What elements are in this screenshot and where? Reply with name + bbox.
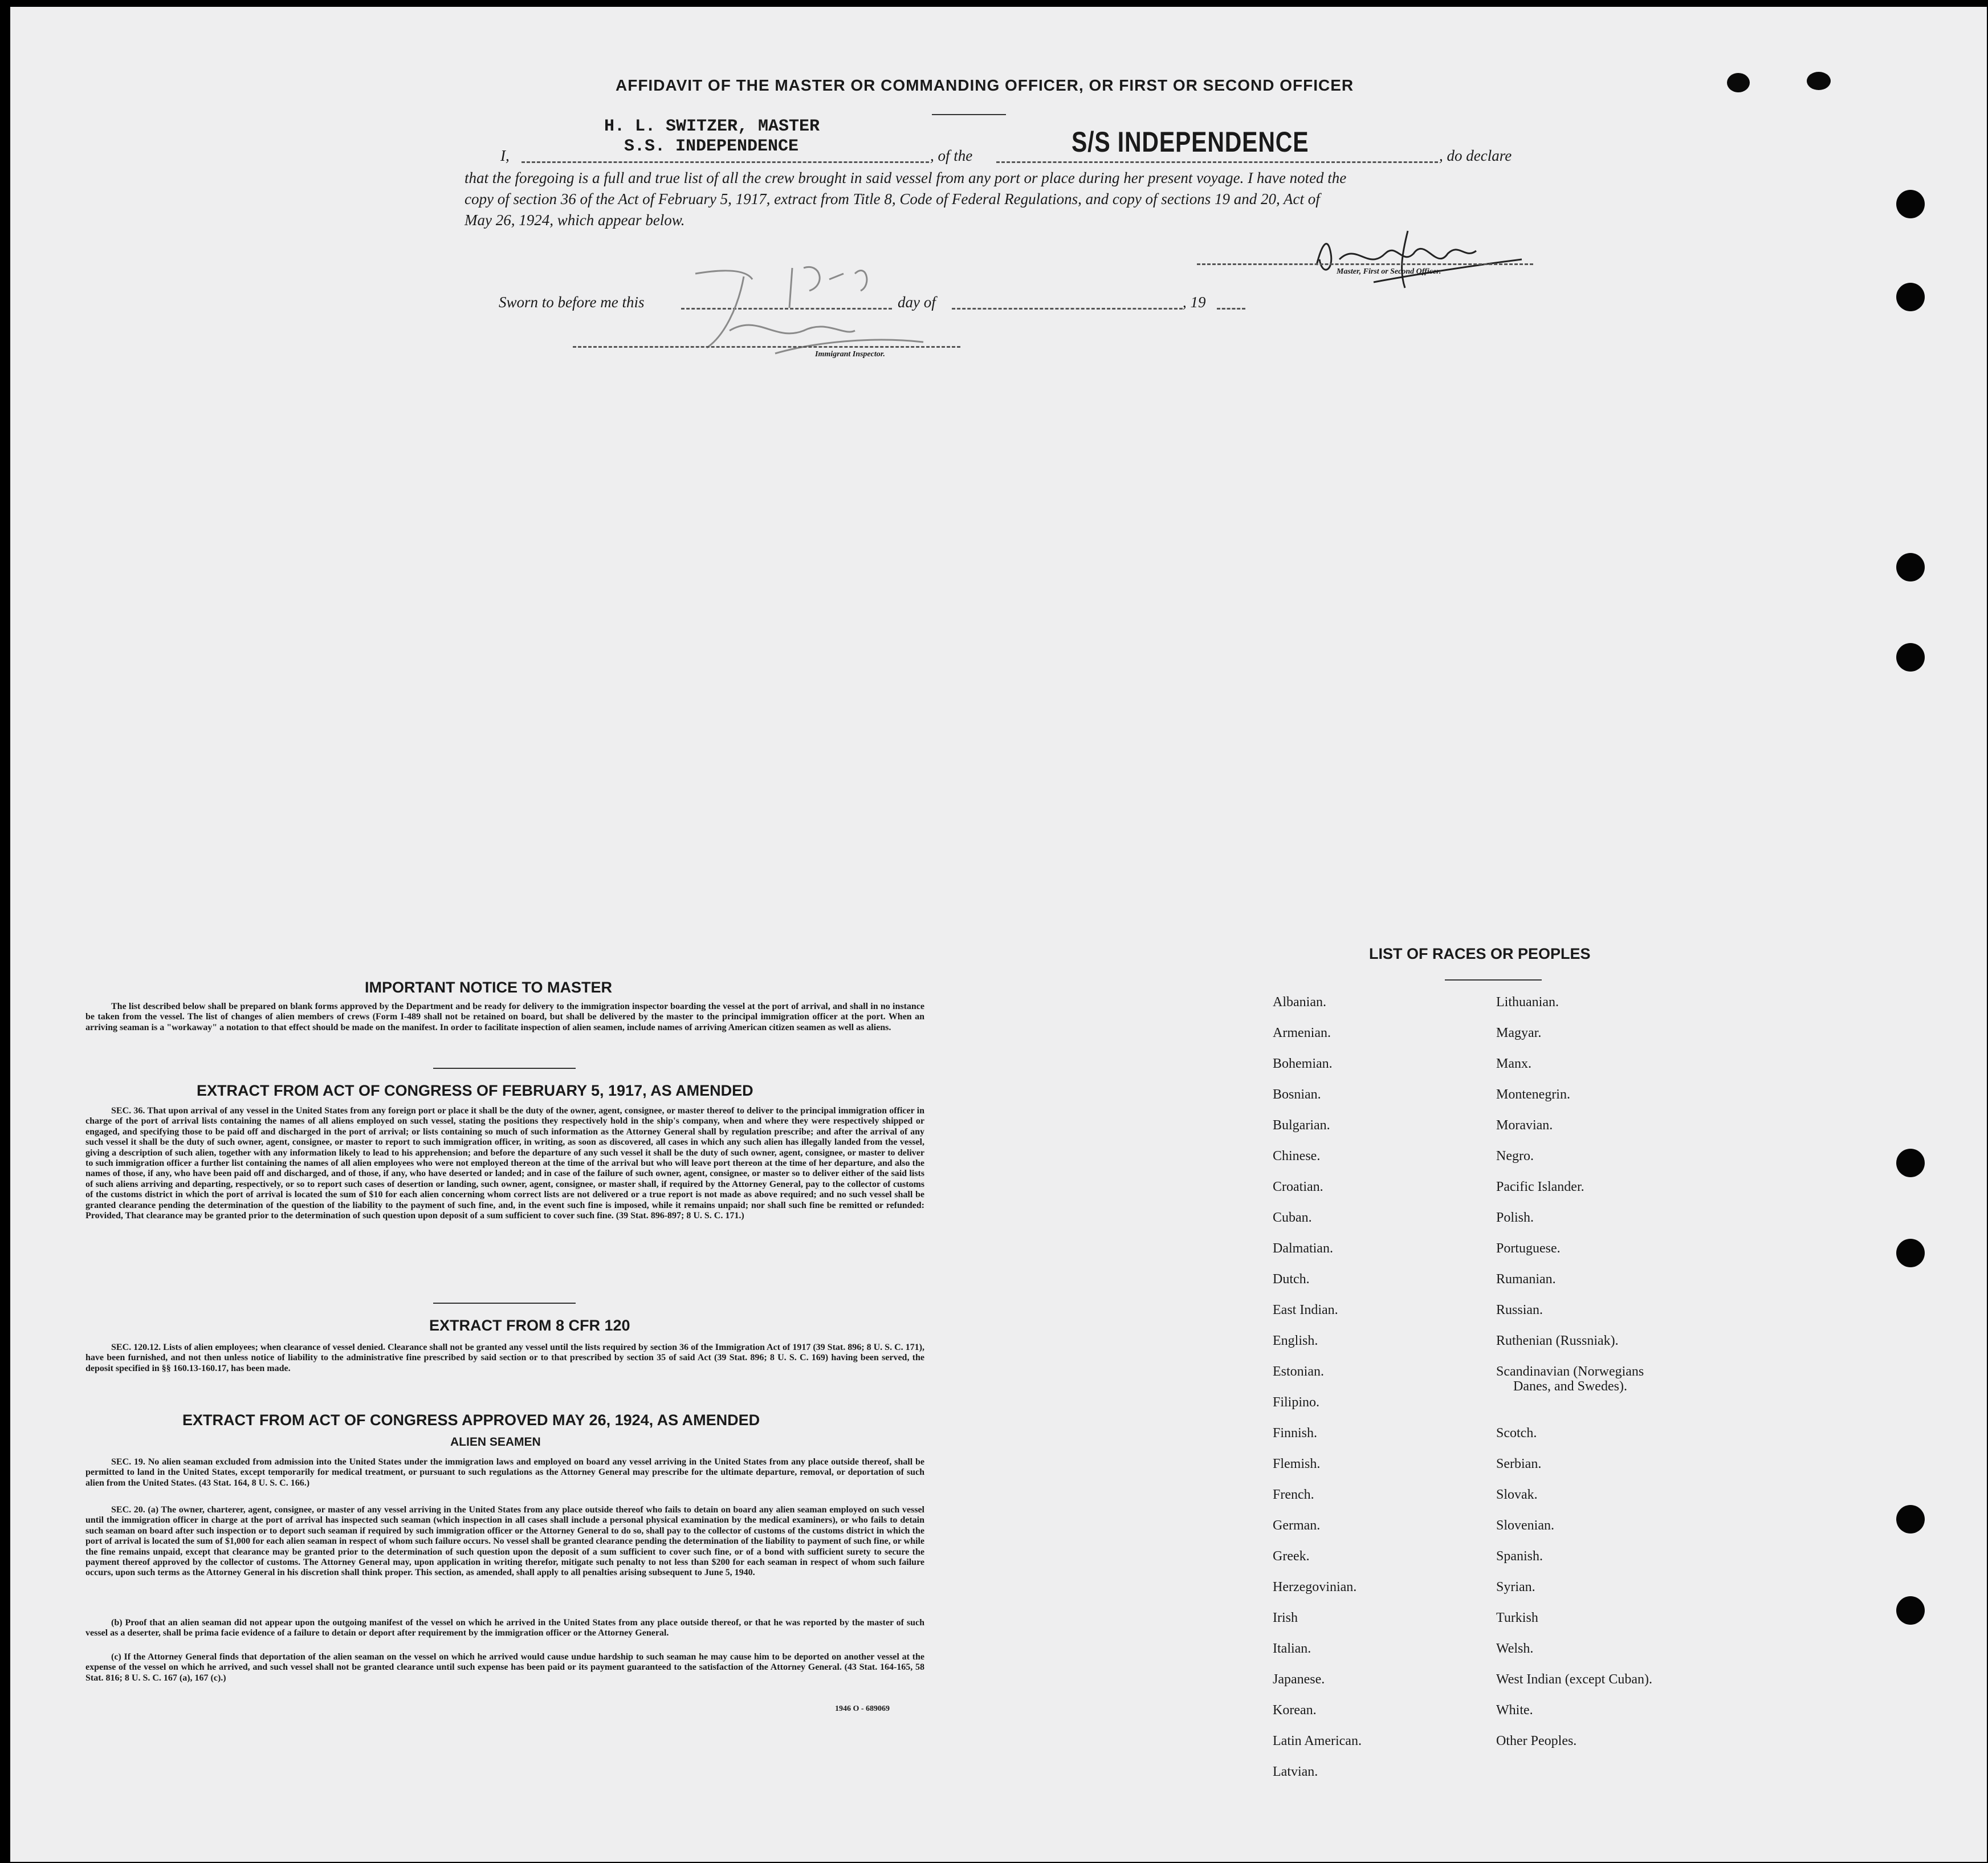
race-item: Ruthenian (Russniak). bbox=[1496, 1333, 1619, 1348]
extract-1924-subtitle: ALIEN SEAMEN bbox=[450, 1435, 541, 1449]
year-label: , 19 bbox=[1183, 294, 1206, 311]
race-item: Magyar. bbox=[1496, 1026, 1542, 1040]
race-item: Negro. bbox=[1496, 1149, 1534, 1164]
extract-1924-sec20b: (b) Proof that an alien seaman did not appear upon the outgoing manifest of the vessel on which he arrived in the United States from any place outside thereof, or that he was reported by the master of such vessel as a deserter, shall be prima facie evidence of a failure to detain or deport after requirement by the immigration officer or the Attorney General. bbox=[85, 1618, 924, 1638]
binder-hole bbox=[1896, 1239, 1925, 1267]
race-item: Portuguese. bbox=[1496, 1241, 1561, 1256]
name-blank bbox=[522, 161, 929, 163]
race-item: Dalmatian. bbox=[1273, 1241, 1333, 1256]
race-item: Finnish. bbox=[1273, 1426, 1318, 1441]
binder-hole bbox=[1896, 1505, 1925, 1533]
affidavit-line-4: May 26, 1924, which appear below. bbox=[465, 211, 685, 229]
affidavit-title: AFFIDAVIT OF THE MASTER OR COMMANDING OFFICER, OR FIRST OR SECOND OFFICER bbox=[616, 76, 1354, 94]
race-item: Bohemian. bbox=[1273, 1056, 1333, 1071]
race-item: Estonian. bbox=[1273, 1364, 1324, 1379]
day-of-label: day of bbox=[898, 294, 936, 311]
race-item: Scandinavian (Norwegians bbox=[1496, 1364, 1644, 1379]
typed-vessel-name: S.S. INDEPENDENCE bbox=[624, 137, 799, 156]
race-item: Latvian. bbox=[1273, 1764, 1318, 1779]
binder-hole bbox=[1896, 1596, 1925, 1625]
i-label: I, bbox=[500, 147, 510, 164]
race-item: Spanish. bbox=[1496, 1549, 1543, 1564]
binder-hole bbox=[1896, 190, 1925, 218]
document-page bbox=[10, 7, 1987, 1862]
race-item: Moravian. bbox=[1496, 1118, 1553, 1133]
race-item: Herzegovinian. bbox=[1273, 1580, 1357, 1594]
race-item: Rumanian. bbox=[1496, 1272, 1556, 1287]
typed-master-name: H. L. SWITZER, MASTER bbox=[604, 117, 820, 136]
race-item: English. bbox=[1273, 1333, 1318, 1348]
race-item: Dutch. bbox=[1273, 1272, 1310, 1287]
race-item: Syrian. bbox=[1496, 1580, 1535, 1594]
title-rule bbox=[932, 114, 1006, 115]
race-item: Armenian. bbox=[1273, 1026, 1331, 1040]
signature-caption: Master, First or Second Officer. bbox=[1337, 267, 1441, 276]
race-item: French. bbox=[1273, 1487, 1314, 1502]
race-item: Korean. bbox=[1273, 1703, 1317, 1718]
extract-1917-title: EXTRACT FROM ACT OF CONGRESS OF FEBRUARY 5, 1917, AS AMENDED bbox=[197, 1082, 753, 1099]
races-rule bbox=[1445, 979, 1542, 981]
vessel-stamp: S/S INDEPENDENCE bbox=[1072, 126, 1309, 158]
of-the-label: , of the bbox=[930, 147, 973, 164]
race-item: Scotch. bbox=[1496, 1426, 1537, 1441]
race-item: White. bbox=[1496, 1703, 1533, 1718]
binder-hole bbox=[1896, 553, 1925, 581]
notice-rule bbox=[433, 1068, 576, 1069]
master-signature bbox=[1305, 219, 1533, 294]
extract-1924-title: EXTRACT FROM ACT OF CONGRESS APPROVED MAY 26, 1924, AS AMENDED bbox=[182, 1412, 760, 1429]
race-item: Polish. bbox=[1496, 1210, 1534, 1225]
extract-1924-sec20c: (c) If the Attorney General finds that deportation of the alien seaman on the vessel on which he arrived would cause undue hardship to such seaman he may cause him to be deported on another vessel at the expense of the vessel on which he arrived, and such vessel shall not be granted clearance until such expense has been paid or its payment guaranteed to the satisfaction of the Attorney General. (43 Stat. 164-165, 58 Stat. 816; 8 U. S. C. 167 (a), 167 (c).) bbox=[85, 1652, 924, 1683]
sworn-year-blank bbox=[1217, 308, 1245, 310]
do-declare-label: , do declare bbox=[1439, 147, 1512, 164]
print-code: 1946 O - 689069 bbox=[835, 1705, 890, 1713]
race-item: Serbian. bbox=[1496, 1457, 1542, 1471]
race-item: Albanian. bbox=[1273, 995, 1326, 1010]
race-item: Pacific Islander. bbox=[1496, 1179, 1584, 1194]
race-item: West Indian (except Cuban). bbox=[1496, 1672, 1652, 1687]
extract-1917-text: SEC. 36. That upon arrival of any vessel in the United States from any foreign port or place it shall be the duty of the owner, agent, consignee, or master thereof to deliver to the principal immigration officer in charge of the port of arrival lists containing the names of all aliens employed on such vessel, stating the positions they respectively hold in the ship's company, when and where they were respectively shipped or engaged, and specifying those to be paid off and discharged in the port of arrival; or lists containing so much of such information as the Attorney General shall by regulation prescribe; and after the arrival of any such vessel it shall be the duty of such owner, agent, consignee, or master to report to such immigration officer, in writing, as soon as discovered, all cases in which any such alien has illegally landed from the vessel, giving a description of such alien, together with any information likely to lead to his apprehension; and before the departure of any such vessel it shall be the duty of such owner, agent, consignee, or master to deliver to such immigration officer a further list containing the names of all alien employees who were not employed thereon at the time of the arrival but who will leave port thereon at the time of her departure, and also the names of those, if any, who have been paid off and discharged, and of those, if any, who have deserted or landed; and in case of the failure of such owner, agent, consignee, or master so to deliver either of the said lists of such aliens arriving and departing, respectively, or so to report such cases of desertion or landing, such owner, agent, consignee, or master shall, if required by the Attorney General, pay to the collector of customs of the customs district in which the port of arrival is located the sum of $10 for each alien concerning whom correct lists are not delivered or a true report is not made as above required; and no such vessel shall be granted clearance pending the determination of the question of the liability to the payment of such fine, and, in the event such fine is imposed, while it remains unpaid; nor shall such fine be remitted or refunded: Provided, That clearance may be granted prior to the determination of such question upon deposit of a sum sufficient to cover such fine. (39 Stat. 896-897; 8 U. S. C. 171.) bbox=[85, 1106, 924, 1221]
binder-hole bbox=[1896, 643, 1925, 672]
race-item: Turkish bbox=[1496, 1610, 1538, 1625]
binder-hole bbox=[1896, 1149, 1925, 1177]
race-item: Flemish. bbox=[1273, 1457, 1321, 1471]
sworn-month-blank bbox=[952, 308, 1183, 310]
race-item: Bulgarian. bbox=[1273, 1118, 1330, 1133]
race-item: Welsh. bbox=[1496, 1641, 1534, 1656]
race-item: Danes, and Swedes). bbox=[1513, 1379, 1627, 1394]
race-item: East Indian. bbox=[1273, 1303, 1338, 1317]
race-item: Other Peoples. bbox=[1496, 1734, 1577, 1748]
race-item: Chinese. bbox=[1273, 1149, 1321, 1164]
race-item: Cuban. bbox=[1273, 1210, 1312, 1225]
extract-1924-sec20a: SEC. 20. (a) The owner, charterer, agent, consignee, or master of any vessel arriving in the United States from any place outside thereof who fails to detain on board any alien seaman employed on such vessel until the immigration officer in charge at the port of arrival has inspected such seaman (which inspection in all cases shall include a personal physical examination by the medical examiners), or who fails to detain such seaman on board after such inspection or to deport such seaman if required by such immigration officer or the Attorney General to do so, shall pay to the collector of customs of the customs district in which the port of arrival is located the sum of $1,000 for each alien seaman in respect of whom such failure occurs. No vessel shall be granted clearance pending the determination of the liability to payment of such fine, or while the fine remains unpaid, except that clearance may be granted prior to the determination of such question upon the deposit of a sum sufficient to cover such fine, or of a bond with sufficient surety to secure the payment thereof approved by the collector of customs. The Attorney General may, upon application in writing therefor, mitigate such penalty to not less than $200 for each seaman in respect of whom such failure occurs, upon such terms as the Attorney General in his discretion shall think proper. This section, as amended, shall apply to all penalties arising subsequent to June 5, 1940. bbox=[85, 1505, 924, 1578]
vessel-blank bbox=[996, 161, 1438, 163]
inspector-signature bbox=[673, 245, 935, 359]
race-item: Slovenian. bbox=[1496, 1518, 1554, 1533]
race-item: Russian. bbox=[1496, 1303, 1543, 1317]
extract-1924-sec19: SEC. 19. No alien seaman excluded from admission into the United States under the immigration laws and employed on board any vessel arriving in the United States from any place outside thereof, shall be permitted to land in the United States, except temporarily for medical treatment, or pursuant to such regulations as the Attorney General may prescribe for the ultimate departure, removal, or deportation of such alien from the United States. (43 Stat. 164, 8 U. S. C. 166.) bbox=[85, 1457, 924, 1488]
race-item: German. bbox=[1273, 1518, 1321, 1533]
race-item: Italian. bbox=[1273, 1641, 1311, 1656]
notice-title: IMPORTANT NOTICE TO MASTER bbox=[365, 979, 612, 996]
affidavit-line-2: that the foregoing is a full and true list of all the crew brought in said vessel from any port or place during her present voyage. I have noted the bbox=[465, 169, 1347, 186]
binder-hole bbox=[1896, 283, 1925, 311]
affidavit-line-3: copy of section 36 of the Act of February 5, 1917, extract from Title 8, Code of Federal Regulations, and copy of sections 19 and 20, Act of bbox=[465, 190, 1320, 208]
race-item: Slovak. bbox=[1496, 1487, 1538, 1502]
race-item: Japanese. bbox=[1273, 1672, 1325, 1687]
race-item: Irish bbox=[1273, 1610, 1298, 1625]
ink-speck bbox=[1807, 72, 1831, 90]
extract-cfr-title: EXTRACT FROM 8 CFR 120 bbox=[429, 1317, 630, 1334]
race-item: Greek. bbox=[1273, 1549, 1310, 1564]
inspector-caption: Immigrant Inspector. bbox=[815, 350, 885, 359]
race-item: Latin American. bbox=[1273, 1734, 1362, 1748]
extract-1917-rule bbox=[433, 1303, 576, 1304]
race-item: Croatian. bbox=[1273, 1179, 1323, 1194]
sworn-label: Sworn to before me this bbox=[499, 294, 645, 311]
race-item: Bosnian. bbox=[1273, 1087, 1321, 1102]
inspector-blank bbox=[573, 346, 960, 348]
ink-speck bbox=[1727, 73, 1750, 92]
race-item: Lithuanian. bbox=[1496, 995, 1559, 1010]
race-item: Filipino. bbox=[1273, 1395, 1320, 1410]
races-title: LIST OF RACES OR PEOPLES bbox=[1369, 945, 1591, 962]
race-item: Montenegrin. bbox=[1496, 1087, 1570, 1102]
extract-cfr-text: SEC. 120.12. Lists of alien employees; when clearance of vessel denied. Clearance shall not be granted any vessel until the lists required by section 36 of the Immigration Act of 1917 (39 Stat. 896; 8 U. S. C. 171), have been furnished, and not then unless notice of liability to the administrative fine prescribed by said section or to that prescribed by section 35 of said Act (39 Stat. 896; 8 U. S. C. 169) having been served, the deposit specified in §§ 160.13-160.17, has been made. bbox=[85, 1343, 924, 1373]
race-item: Manx. bbox=[1496, 1056, 1531, 1071]
signature-blank bbox=[1197, 263, 1533, 265]
notice-text: The list described below shall be prepared on blank forms approved by the Department and be ready for delivery to the immigration inspector boarding the vessel at the port of arrival, and shall in no instance be taken from the vessel. The list of changes of alien members of crews (Form I-489 shall not be retained on board, but shall be delivered by the master to the principal immigration officer at the port. When an arriving seaman is a "workaway" a notation to that effect should be made on the manifest. In order to facilitate inspection of alien seamen, include names of arriving American citizen seamen as well as aliens. bbox=[85, 1002, 924, 1032]
